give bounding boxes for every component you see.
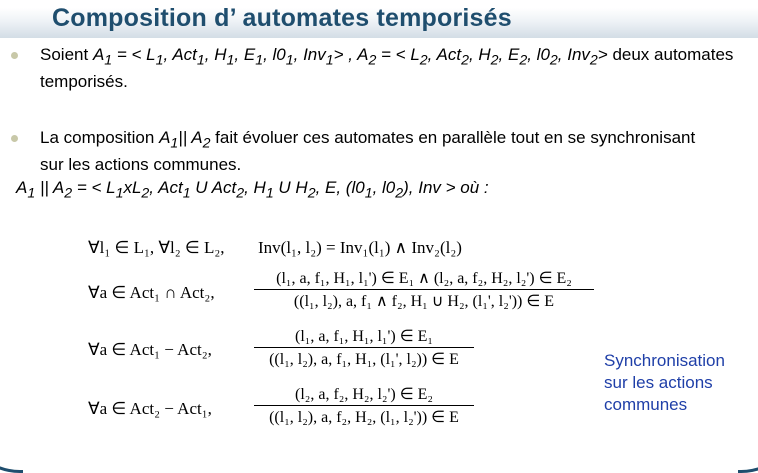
rule-3-premise: (l₁, a, f₁, H₁, l₁') ∈ E₁ xyxy=(294,328,433,345)
slide-title: Composition d’ automates temporisés xyxy=(52,4,512,32)
rule-1-invariant: Inv(l₁, l₂) = Inv₁(l₁) ∧ Inv₂(l₂) xyxy=(258,238,462,257)
sync-note xyxy=(604,350,725,416)
rule-2-quantifier: ∀a ∈ Act₁ ∩ Act₂, xyxy=(88,283,215,302)
composition-definition: $A_1$ || $A_2$ = < $L_1xL_2$, Act$_1$ U Act$_2$, $H_1$ U $H_2$, E, ($l0_1$, $l0_2$), Inv > où : xyxy=(16,178,489,202)
slide-frame-corner-left xyxy=(0,380,23,473)
rule-4-conclusion: ((l₁, l₂), a, f₂, H₂, (l₁, l₂')) ∈ E xyxy=(254,405,474,427)
rule-2-fraction xyxy=(254,268,594,311)
rule-4-quantifier: ∀a ∈ Act₂ − Act₁, xyxy=(88,399,212,418)
bullet-icon xyxy=(11,135,18,142)
bullet-icon xyxy=(11,52,18,59)
rule-3-fraction xyxy=(254,326,474,369)
bullet-2-text: La composition $A_1||$ $A_2$ fait évoluer ces automates en parallèle tout en se synchronisant sur les actions communes. xyxy=(40,128,696,175)
sync-note-line: communes xyxy=(604,395,688,414)
rule-1-quantifier: ∀l₁ ∈ L₁, ∀l₂ ∈ L₂, xyxy=(88,238,225,257)
title-bar xyxy=(0,0,758,40)
sync-note-line: sur les actions xyxy=(604,373,713,392)
rule-3-quantifier: ∀a ∈ Act₁ − Act₂, xyxy=(88,340,212,359)
rule-4-premise: (l₂, a, f₂, H₂, l₂') ∈ E₂ xyxy=(294,386,433,403)
sync-note-line: Synchronisation xyxy=(604,351,725,370)
bullet-1-text: Soient $A_1$ = < $L_1$, Act$_1$, $H_1$, $E_1$, $l0_1$, Inv$_1$> , $A_2$ = < $L_2$, Act$_2$, $H_2$, $E_2$, $l0_2$, Inv$_2$> deux automates temporisés. xyxy=(40,45,734,92)
slide-frame-corner-right xyxy=(738,380,758,473)
rule-4-fraction xyxy=(254,384,474,427)
rule-3-conclusion: ((l₁, l₂), a, f₁, H₁, (l₁', l₂)) ∈ E xyxy=(254,347,474,369)
rule-2-premise: (l₁, a, f₁, H₁, l₁') ∈ E₁ ∧ (l₂, a, f₂, H₂, l₂') ∈ E₂ xyxy=(276,270,572,287)
rule-2-conclusion: ((l₁, l₂), a, f₁ ∧ f₂, H₁ ∪ H₂, (l₁', l₂')) ∈ E xyxy=(254,289,594,311)
